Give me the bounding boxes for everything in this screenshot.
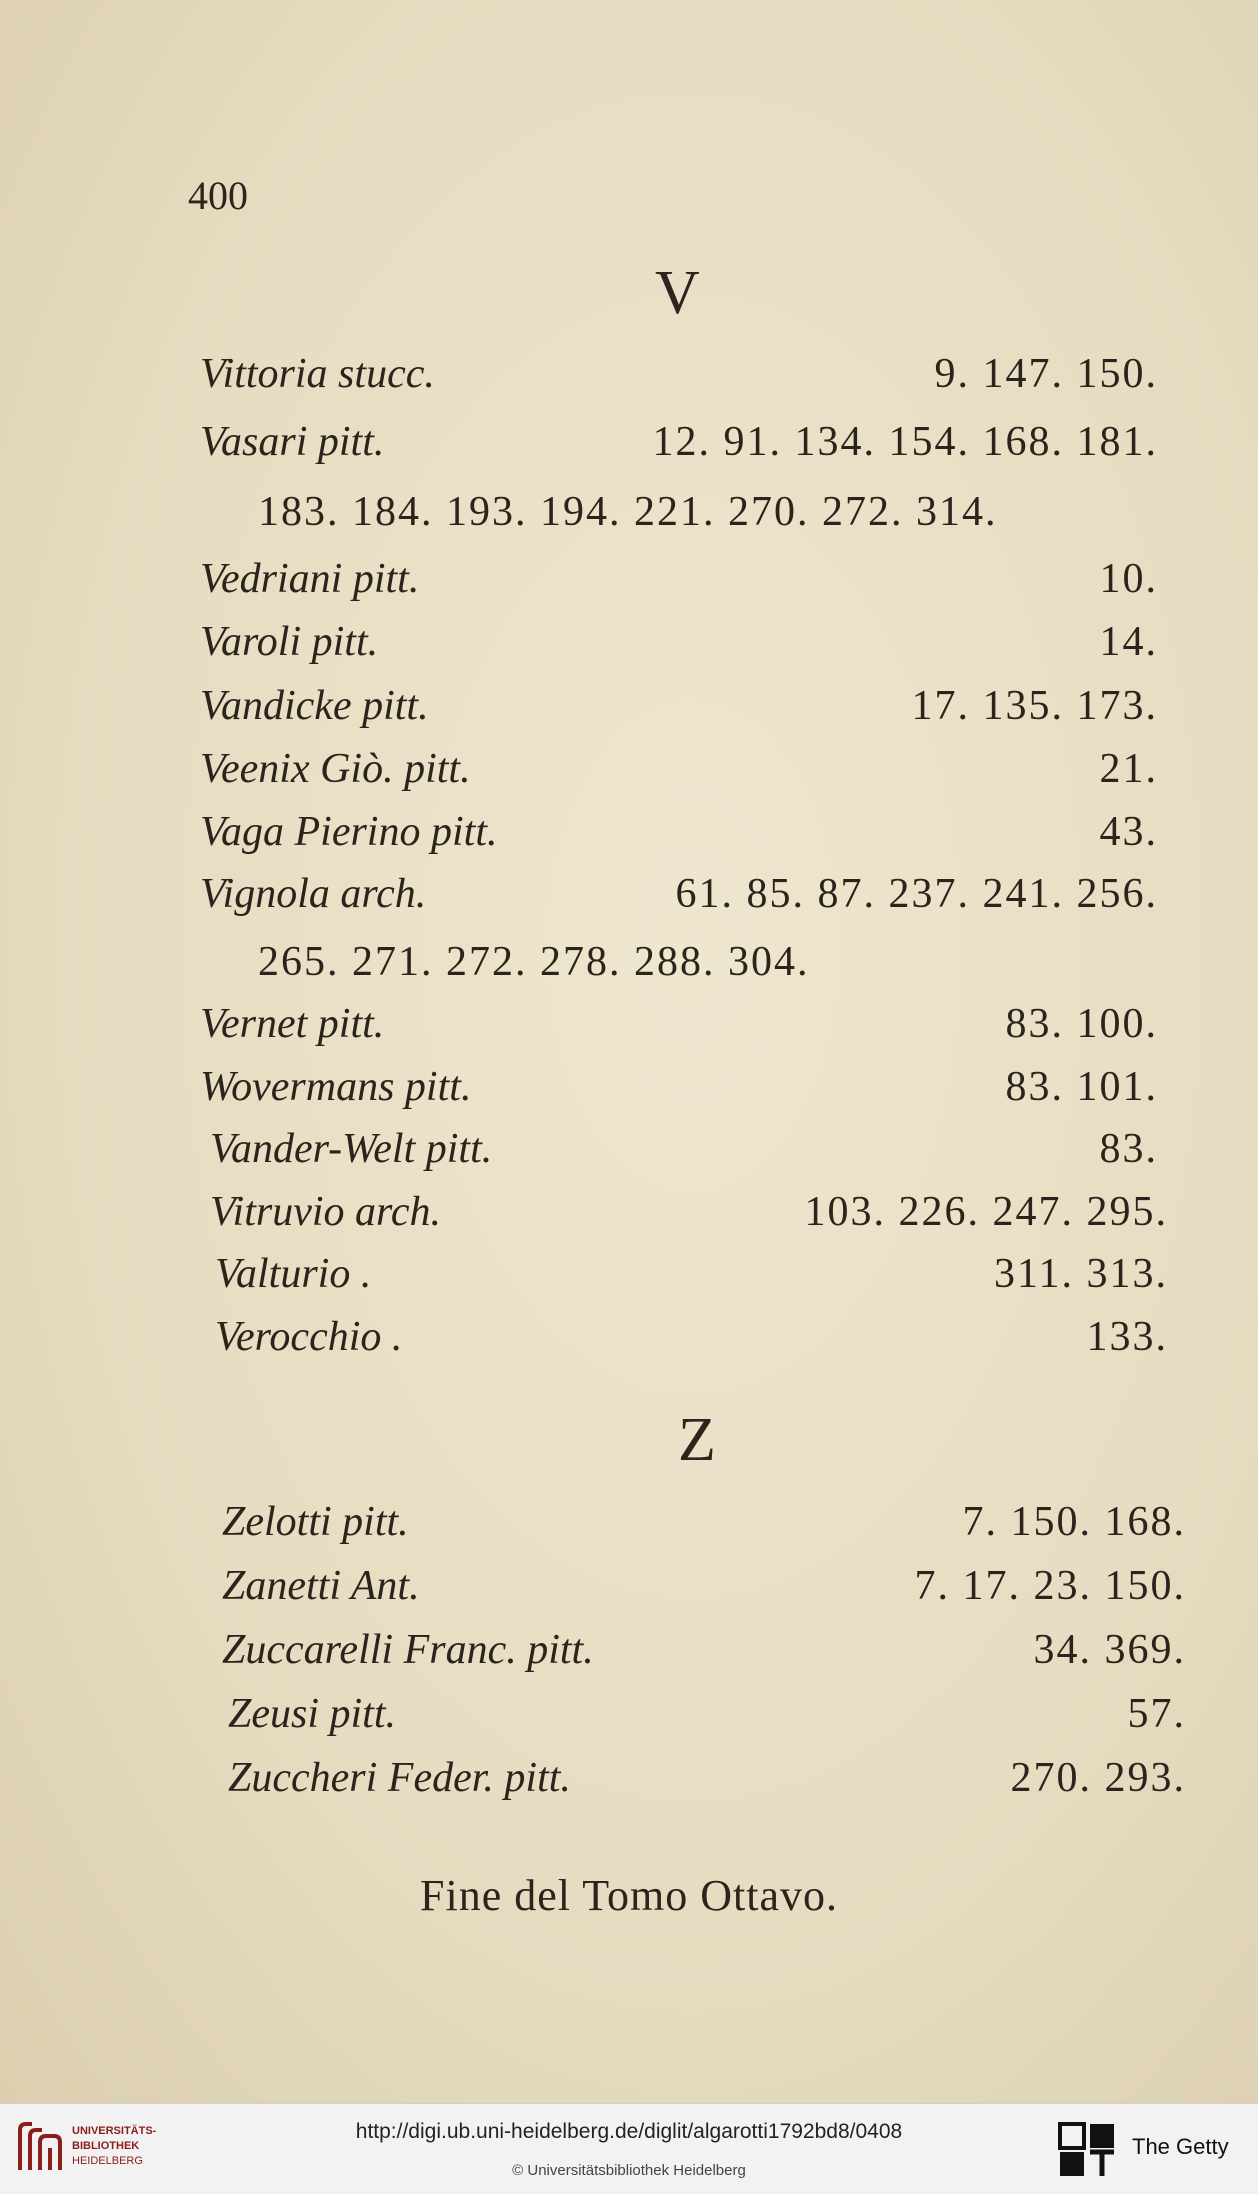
entry-name: Vasari pitt. [200, 419, 385, 465]
entry-name: Vernet pitt. [200, 1001, 385, 1047]
ub-logo-line3: HEIDELBERG [72, 2155, 143, 2167]
entry-continuation: 183. 184. 193. 194. 221. 270. 272. 314. [258, 489, 998, 535]
index-entry [0, 418, 1258, 478]
index-entry [0, 808, 1258, 868]
ub-logo-line1: UNIVERSITÄTS- [72, 2125, 157, 2137]
entry-pages: 17. 135. 173. [911, 683, 1158, 729]
copyright-notice: © Universitätsbibliothek Heidelberg [512, 2162, 746, 2179]
index-entry [0, 1626, 1258, 1686]
entry-name: Zuccarelli Franc. pitt. [222, 1627, 594, 1673]
entry-pages: 83. 100. [1005, 1001, 1158, 1047]
index-entry [0, 1562, 1258, 1622]
entry-pages: 133. [1086, 1314, 1168, 1360]
entry-pages: 7. 150. 168. [962, 1499, 1186, 1545]
entry-name: Vander-Welt pitt. [210, 1126, 493, 1172]
index-entry [0, 350, 1258, 410]
entry-pages: 34. 369. [1033, 1627, 1186, 1673]
entry-name: Zeusi pitt. [228, 1691, 397, 1737]
entry-name: Vignola arch. [200, 871, 427, 917]
entry-pages: 311. 313. [994, 1251, 1168, 1297]
index-entry [0, 1063, 1258, 1123]
entry-name: Vedriani pitt. [200, 556, 420, 602]
entry-pages: 21. [1099, 746, 1158, 792]
index-entry [0, 1125, 1258, 1185]
entry-name: Zelotti pitt. [222, 1499, 409, 1545]
entry-pages: 43. [1099, 809, 1158, 855]
entry-name: Valturio . [215, 1251, 372, 1297]
index-entry [0, 1000, 1258, 1060]
entry-pages: 10. [1099, 556, 1158, 602]
index-entry [0, 1498, 1258, 1558]
entry-pages: 12. 91. 134. 154. 168. 181. [652, 419, 1158, 465]
entry-pages: 61. 85. 87. 237. 241. 256. [675, 871, 1158, 917]
entry-pages: 7. 17. 23. 150. [914, 1563, 1186, 1609]
section-letter-v: V [655, 259, 700, 327]
viewer-footer [0, 2103, 1258, 2194]
index-entry [0, 555, 1258, 615]
index-entry [0, 745, 1258, 805]
entry-pages: 270. 293. [1010, 1755, 1186, 1801]
entry-name: Veenix Giò. pitt. [200, 746, 471, 792]
entry-name: Vitruvio arch. [210, 1189, 441, 1235]
permalink-url[interactable]: http://digi.ub.uni-heidelberg.de/diglit/algarotti1792bd8/0408 [355, 2120, 903, 2143]
colophon: Fine del Tomo Ottavo. [420, 1871, 838, 1920]
entry-name: Vittoria stucc. [200, 351, 435, 397]
entry-name: Zanetti Ant. [222, 1563, 420, 1609]
section-letter-z: Z [678, 1406, 716, 1474]
index-entry [0, 1188, 1258, 1248]
index-entry [0, 1313, 1258, 1373]
index-entry [0, 682, 1258, 742]
index-entry [0, 1690, 1258, 1750]
entry-pages: 57. [1127, 1691, 1186, 1737]
entry-name: Wovermans pitt. [200, 1064, 472, 1110]
index-entry [0, 618, 1258, 678]
page-number: 400 [188, 173, 248, 218]
entry-pages: 103. 226. 247. 295. [804, 1189, 1168, 1235]
entry-pages: 83. 101. [1005, 1064, 1158, 1110]
entry-name: Verocchio . [215, 1314, 403, 1360]
entry-name: Vaga Pierino pitt. [200, 809, 498, 855]
index-entry [0, 870, 1258, 930]
entry-pages: 83. [1099, 1126, 1158, 1172]
getty-name: The Getty [1132, 2134, 1229, 2159]
entry-name: Vandicke pitt. [200, 683, 429, 729]
entry-name: Zuccheri Feder. pitt. [228, 1755, 571, 1801]
ub-logo-line2: BIBLIOTHEK [72, 2140, 140, 2152]
entry-continuation: 265. 271. 272. 278. 288. 304. [258, 939, 810, 985]
entry-name: Varoli pitt. [200, 619, 379, 665]
index-entry [0, 1250, 1258, 1310]
getty-logo-icon[interactable] [1058, 2122, 1116, 2178]
index-entry [0, 1754, 1258, 1814]
entry-pages: 14. [1099, 619, 1158, 665]
entry-pages: 9. 147. 150. [934, 351, 1158, 397]
